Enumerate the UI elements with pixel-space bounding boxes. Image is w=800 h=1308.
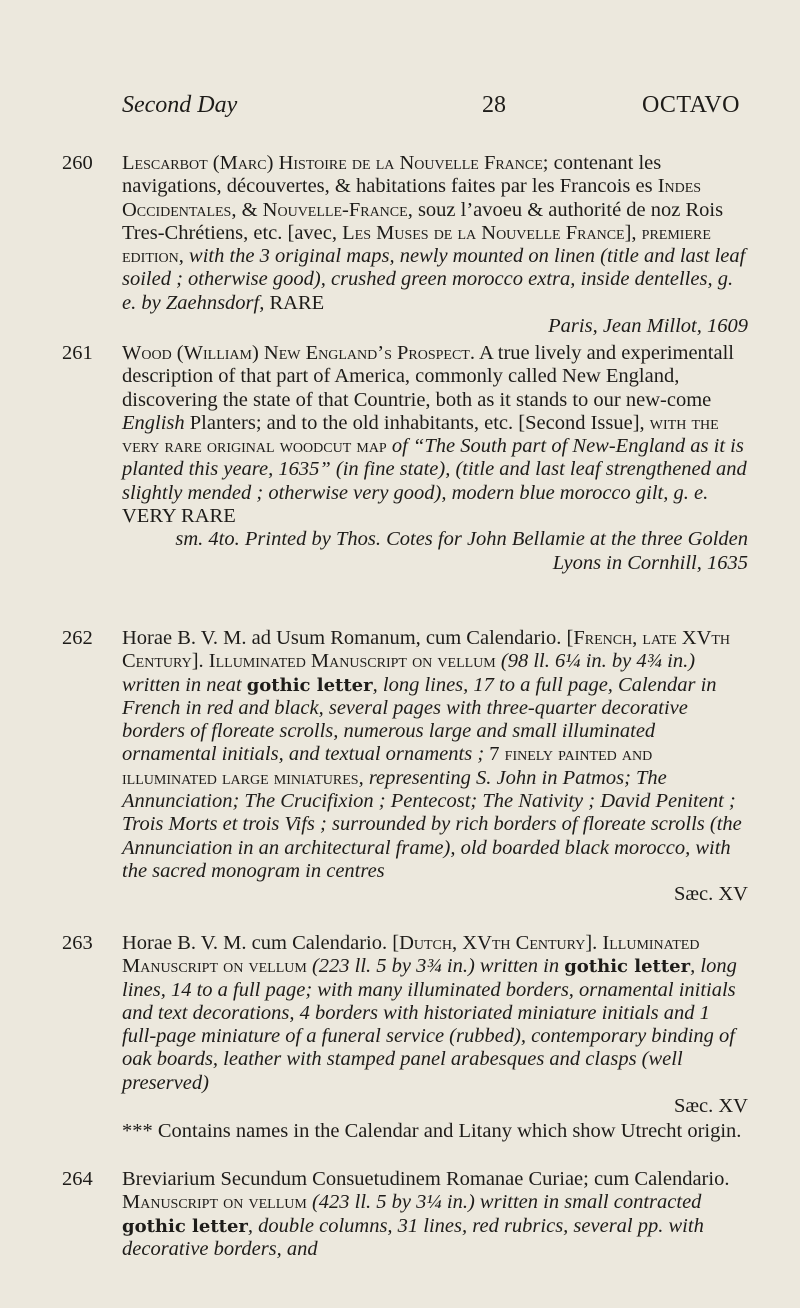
rarity-note: RARE <box>264 291 325 314</box>
lot-title: Horae B. V. M. cum Calendario. [ <box>122 932 400 954</box>
lot-title: Wood (William) New England’s Prospect. <box>122 342 475 364</box>
lot-number: 261 <box>62 342 93 364</box>
page-number: 28 <box>482 92 506 118</box>
desc-italic: ” (in fine state), (title and last leaf strengthened and slightly mended ; otherwise very good), modern blue morocco gilt, g. e. <box>122 458 747 504</box>
desc-smallcaps: French, late XVth Century <box>122 627 731 673</box>
rarity-note: VERY RARE <box>122 505 236 528</box>
imprint: Paris, Jean Millot, 1609 <box>548 315 748 338</box>
desc-italic: (223 ll. 5 by 3¾ in.) written in <box>306 955 565 978</box>
desc-italic: (423 ll. 5 by 3¼ in.) written in small contracted <box>306 1191 702 1214</box>
desc-text: contenant les navigations, découvertes, & habitations faites par les Francois es <box>122 152 662 198</box>
desc-smallcaps: Dutch, XVth Century <box>399 932 586 954</box>
desc-text: ], <box>624 221 642 244</box>
desc-italic: The South part of New-England as it is planted this yeare, 1635 <box>122 435 744 481</box>
desc-italic: , double columns, 31 lines, red rubrics, several pp. with decorative borders, and <box>122 1214 704 1260</box>
desc-gothic: gothic letter <box>246 674 373 696</box>
desc-italic: , long lines, 14 to a full page; with many illuminated borders, ornamental initials and text decorations, 4 borders with historiated miniature initials and 1 full-page miniature of a funeral service (rubbed), contemporary binding of oak boards, leather with stamped panel arabesques and clasps (well preserved) <box>122 955 737 1094</box>
desc-text: Planters; and to the old inhabitants, etc. [Second Issue], <box>184 411 650 434</box>
lot-number: 263 <box>62 932 93 954</box>
desc-text: ]. <box>585 932 603 954</box>
desc-text: , <box>178 245 190 268</box>
imprint: sm. 4to. Printed by Thos. Cotes for John Bellamie at the three Golden Lyons in Cornhill, 1635 <box>175 528 748 574</box>
desc-smallcaps: premiere edition <box>122 221 711 268</box>
lot-description <box>122 1168 748 1261</box>
desc-italic: , representing S. John in Patmos; The Annunciation; The Crucifixion ; Pentecost; The Nativity ; David Penitent ; Trois Morts et trois Vifs ; surrounded by rich borders of floreate scrolls (the Annunciation in an architectural frame), old boarded black morocco, with the sacred monogram in centres <box>122 766 742 882</box>
desc-gothic: gothic letter <box>122 1215 248 1237</box>
lot-261 <box>62 342 748 575</box>
desc-smallcaps: Illuminated Manuscript on vellum <box>122 932 700 978</box>
desc-text: A true lively and experimentall description of that part of America, commonly called New England, discovering the state of that Countrie, both as it stands to our new-come <box>122 342 734 411</box>
desc-text: ]. <box>191 650 209 673</box>
desc-text: , souz l’avoeu & authorité de noz Rois Tres-Chrétiens, etc. [avec, <box>122 198 724 244</box>
lot-number: 262 <box>62 627 93 649</box>
lot-footnote: *** Contains names in the Calendar and Litany which show Utrecht origin. <box>122 1120 742 1143</box>
header-day: Second Day <box>122 92 238 118</box>
lot-description <box>122 152 748 338</box>
desc-smallcaps: 7 finely painted and illuminated large miniatures <box>122 743 653 789</box>
desc-italic: English <box>122 411 185 434</box>
lot-264 <box>62 1168 748 1261</box>
desc-smallcaps: Manuscript on vellum <box>122 1191 307 1214</box>
lot-title: Breviarium Secundum Consuetudinem Romanae Curiae; cum Calendario. <box>122 1168 730 1190</box>
lot-260 <box>62 152 748 338</box>
lot-description <box>122 932 748 1144</box>
desc-smallcaps: Indes Occidentales, & Nouvelle-France <box>122 175 702 221</box>
lot-title: Lescarbot (Marc) Histoire de la Nouvelle France; <box>122 152 549 174</box>
desc-italic: (98 ll. 6¼ in. by 4¾ in.) written in neat <box>122 650 696 696</box>
desc-italic: , long lines, 17 to a full page, Calendar in French in red and black, several pages with three-quarter decorative borders of floreate scrolls, numerous large and small illuminated ornamental initials, and textual ornaments ; <box>122 673 717 766</box>
lot-262 <box>62 627 748 907</box>
lot-description <box>122 342 748 575</box>
desc-smallcaps: Les Muses de la Nouvelle France <box>342 221 625 244</box>
lot-number: 264 <box>62 1168 93 1190</box>
lot-description <box>122 627 748 907</box>
date-note: Sæc. XV <box>673 1095 748 1118</box>
lot-number: 260 <box>62 152 93 174</box>
desc-italic: with the 3 original maps, newly mounted on linen (title and last leaf soiled ; otherwise good), crushed green morocco extra, inside dentelles, g. e. by Zaehnsdorf, <box>122 245 746 314</box>
lot-title: Horae B. V. M. ad Usum Romanum, cum Calendario. [ <box>122 627 574 649</box>
desc-smallcaps: Illuminated Manuscript on vellum <box>208 650 496 673</box>
desc-italic: of “ <box>386 435 425 458</box>
page-header <box>122 92 740 124</box>
date-note: Sæc. XV <box>673 883 748 906</box>
header-format: OCTAVO <box>642 92 740 118</box>
lot-263 <box>62 932 748 1144</box>
desc-gothic: gothic letter <box>564 956 691 978</box>
desc-smallcaps: with the very rare original woodcut map <box>122 411 719 458</box>
